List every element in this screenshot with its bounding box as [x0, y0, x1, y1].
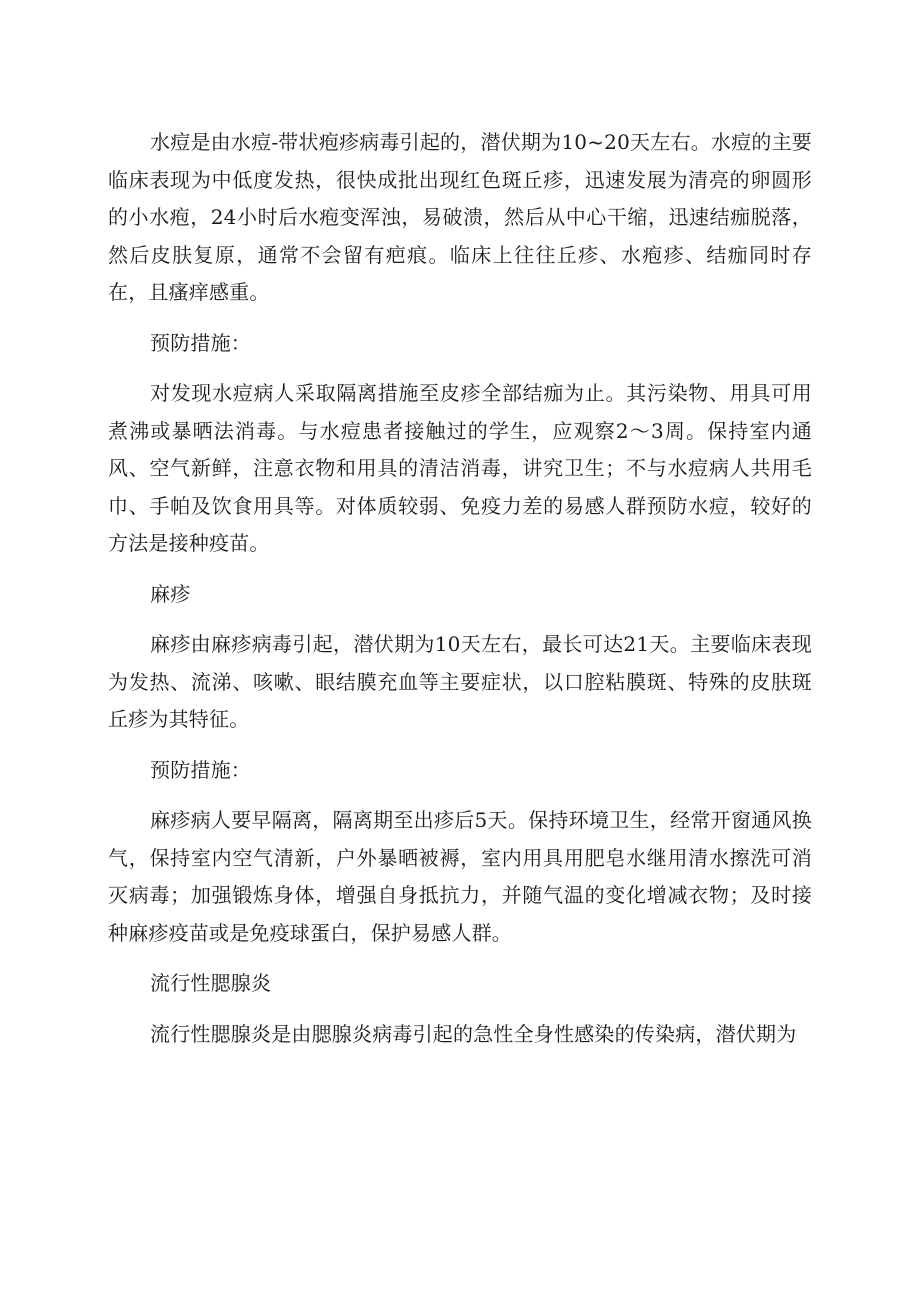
- paragraph-mumps-intro: 流行性腮腺炎是由腮腺炎病毒引起的急性全身性感染的传染病，潜伏期为: [150, 1021, 797, 1046]
- heading-prevention-varicella: 预防措施：: [150, 330, 251, 355]
- heading-prevention-measles: 预防措施：: [150, 757, 251, 782]
- heading-measles: 麻疹: [150, 581, 191, 606]
- heading-mumps: 流行性腮腺炎: [150, 971, 272, 995]
- paragraph-measles-prevention: 麻疹病人要早隔离，隔离期至出疹后5天。保持环境卫生，经常开窗通风换气，保持室内空气清新，户外暴晒被褥，室内用具用肥皂水继用清水擦洗可消灭病毒；加强锻炼身体，增强自身抵抗力，并随气温的变化增减衣物；及时接种麻疹疫苗或是免疫球蛋白，保护易感人群。: [108, 808, 812, 945]
- document-body: [108, 124, 812, 1066]
- paragraph-varicella-symptoms: 水痘是由水痘-带状疱疹病毒引起的，潜伏期为10~20天左右。水痘的主要临床表现为中低度发热，很快成批出现红色斑丘疹，迅速发展为清亮的卵圆形的小水疱，24小时后水疱变浑浊，易破溃，然后从中心干缩，迅速结痂脱落，然后皮肤复原，通常不会留有疤痕。临床上往往丘疹、水疱疹、结痂同时存在，且瘙痒感重。: [108, 130, 812, 304]
- paragraph-varicella-prevention: 对发现水痘病人采取隔离措施至皮疹全部结痂为止。其污染物、用具可用煮沸或暴晒法消毒。与水痘患者接触过的学生，应观察2～3周。保持室内通风、空气新鲜，注意衣物和用具的清洁消毒，讲究卫生；不与水痘病人共用毛巾、手帕及饮食用具等。对体质较弱、免疫力差的易感人群预防水痘，较好的方法是接种疫苗。: [108, 381, 812, 555]
- paragraph-measles-symptoms: 麻疹由麻疹病毒引起，潜伏期为10天左右，最长可达21天。主要临床表现为发热、流涕、咳嗽、眼结膜充血等主要症状，以口腔粘膜斑、特殊的皮肤斑丘疹为其特征。: [108, 632, 812, 731]
